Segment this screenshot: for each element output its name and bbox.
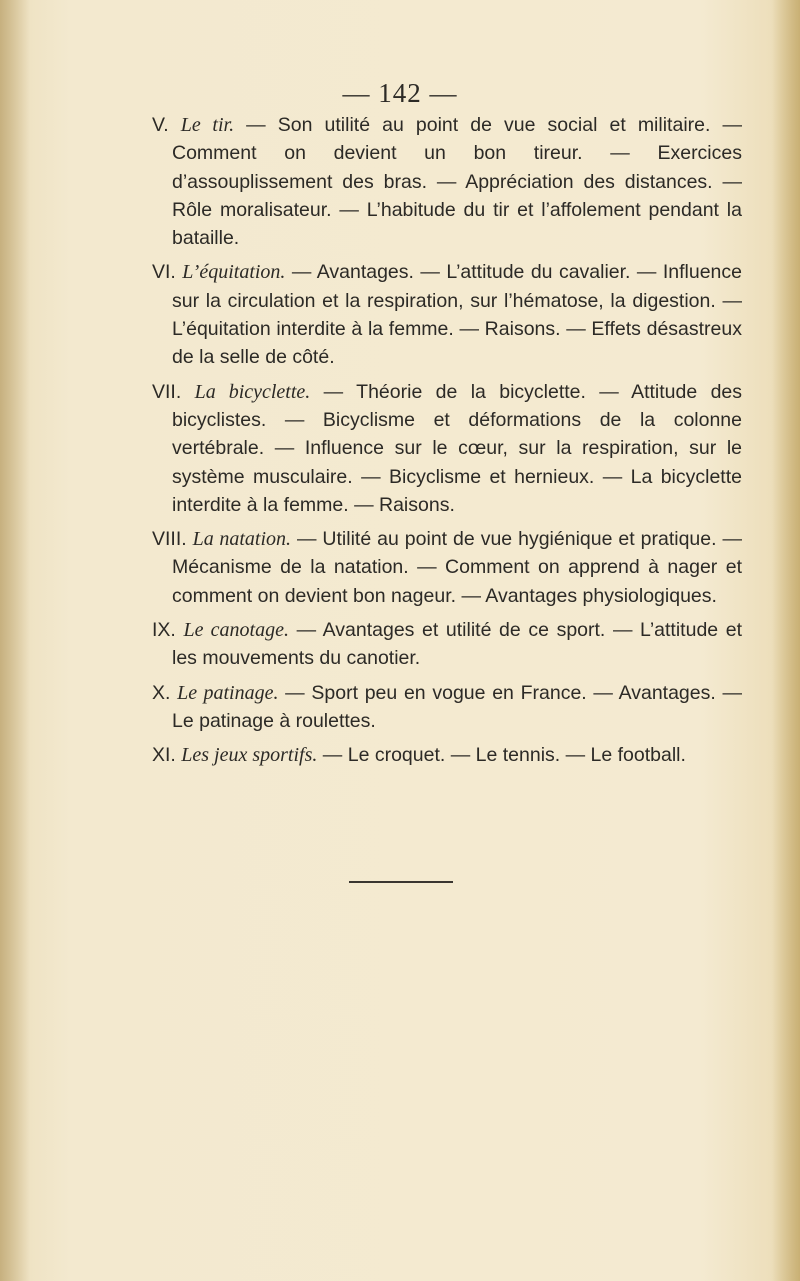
- chapter-summary: — Sport peu en vogue en France. — Avantages. — Le patinage à roulettes.: [172, 681, 742, 732]
- entry-lead: [152, 381, 310, 403]
- toc-entry: [152, 258, 742, 371]
- chapter-title: Le canotage.: [183, 619, 289, 642]
- page-number: — 142 —: [342, 78, 458, 108]
- toc-entry: [152, 616, 742, 673]
- toc-entry: [152, 378, 742, 519]
- toc-entry: [152, 679, 742, 736]
- table-of-contents: [152, 111, 742, 776]
- chapter-title: Le tir.: [180, 114, 235, 136]
- toc-entry: [152, 111, 742, 252]
- chapter-summary: — Avantages et utilité de ce sport. — L’attitude et les mouvements du canotier.: [172, 619, 743, 670]
- toc-entry: [152, 741, 742, 769]
- entry-lead: [152, 114, 234, 136]
- entry-lead: [152, 682, 278, 704]
- chapter-numeral: XI.: [152, 744, 176, 767]
- entry-lead: [152, 744, 317, 766]
- chapter-numeral: IX.: [152, 619, 176, 642]
- toc-entry: [152, 525, 742, 610]
- page-gutter-shadow: [0, 0, 30, 1281]
- chapter-summary: — Théorie de la bicyclette. — Attitude des bicyclistes. — Bicyclisme et déformations de la colonne vertébrale. — Influence sur le cœur, sur la respiration, sur le système musculaire. — Bicyclisme et hernieux. — La bicyclette interdite à la femme. — Raisons.: [172, 380, 743, 516]
- chapter-summary: — Avantages. — L’attitude du cavalier. — Influence sur la circulation et la respiration, sur l’hématose, la digestion. — L’équitation interdite à la femme. — Raisons. — Effets désastreux de la selle de côté.: [172, 261, 742, 369]
- entry-lead: [152, 619, 289, 641]
- chapter-numeral: VI.: [152, 261, 176, 284]
- chapter-summary: — Le croquet. — Le tennis. — Le football.: [317, 744, 686, 767]
- chapter-title: La natation.: [192, 528, 291, 551]
- chapter-summary: — Son utilité au point de vue social et militaire. — Comment on devient un bon tireur. — Exercices d’assouplissement des bras. — Appréciation des distances. — Rôle moralisateur. — L’habitude du tir et l’affolement pendant la bataille.: [172, 114, 742, 250]
- chapter-title: Les jeux sportifs.: [181, 744, 318, 767]
- page-edge-shadow: [772, 0, 800, 1281]
- chapter-numeral: X.: [152, 681, 171, 704]
- chapter-numeral: V.: [152, 114, 169, 136]
- chapter-numeral: VIII.: [152, 528, 187, 551]
- chapter-title: Le patinage.: [177, 681, 279, 704]
- entry-lead: [152, 261, 285, 283]
- end-rule: [349, 881, 453, 883]
- chapter-summary: — Utilité au point de vue hygiénique et pratique. — Mécanisme de la natation. — Comment on apprend à nager et comment on devient bon nageur. — Avantages physiologiques.: [172, 528, 742, 607]
- entry-lead: [152, 528, 291, 550]
- chapter-title: La bicyclette.: [194, 380, 311, 403]
- chapter-numeral: VII.: [152, 380, 182, 403]
- chapter-title: L’équitation.: [182, 261, 286, 284]
